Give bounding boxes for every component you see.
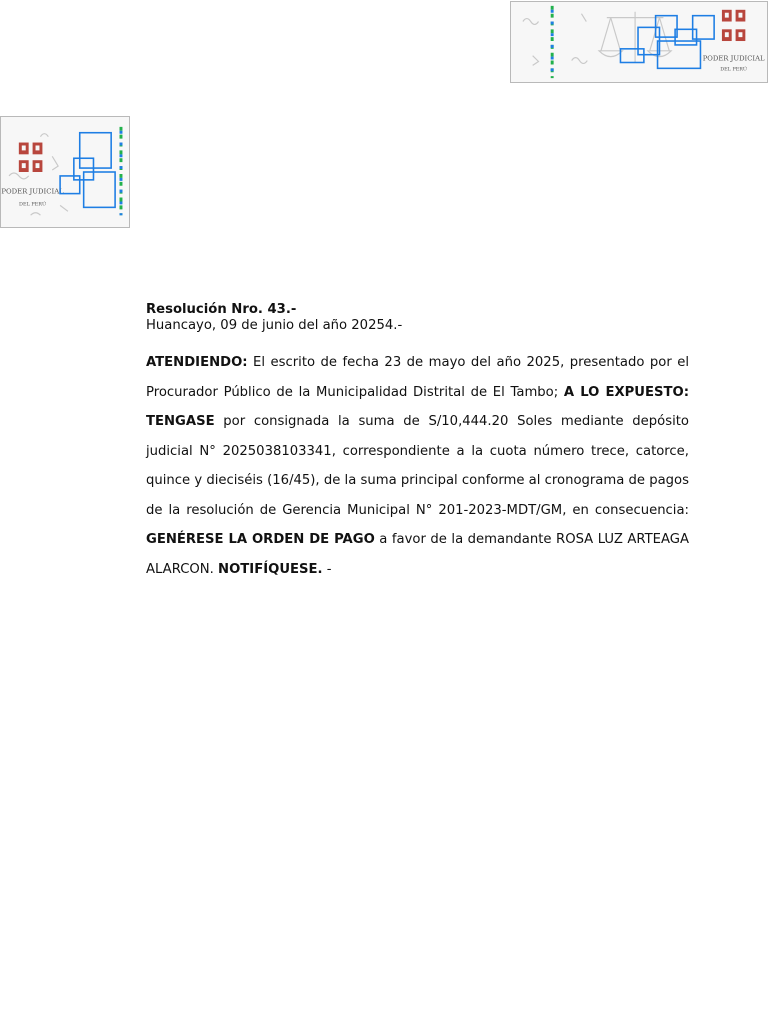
attending-label: ATENDIENDO: [146, 355, 248, 370]
poder-judicial-emblem-icon [511, 2, 767, 82]
poder-judicial-emblem-icon [1, 117, 129, 227]
body-text-1: El escrito de fecha 23 de mayo del año 2025, presentado por el Procurador Público de la Municipalidad Distrital de El Tambo; [146, 355, 689, 400]
body-text-2: por consignada la suma de S/10,444.20 Soles mediante depósito judicial N° 2025038103341, correspondiente a la cuota número trece, catorce, quince y dieciséis (16/45), de la suma principal conforme al cronograma de pagos de la resolución de Gerencia Municipal N° 201-2023-MDT/GM, en consecuencia: [146, 414, 689, 518]
notify-label: NOTIFÍQUESE. [218, 561, 323, 577]
logo-brand-line2: DEL PERÚ [720, 66, 748, 73]
body-text-3: a favor de la demandante ROSA LUZ ARTEAGA ALARCON. [146, 532, 690, 577]
resolution-document [146, 302, 689, 584]
resolution-title: Resolución Nro. 43.- [146, 302, 297, 317]
logo-brand-line2: DEL PERÚ [19, 201, 47, 208]
body-text-4: - [322, 561, 332, 577]
payment-order-label: GENÉRESE LA ORDEN DE PAGO [146, 532, 375, 547]
poder-judicial-logo-header [510, 1, 768, 83]
poder-judicial-logo-side [0, 116, 130, 228]
exposed-label: A LO EXPUESTO: TENGASE [146, 384, 689, 429]
logo-brand-line1: PODER JUDICIAL [1, 187, 64, 196]
logo-brand-line1: PODER JUDICIAL [702, 54, 765, 63]
resolution-place-date: Huancayo, 09 de junio del año 20254.- [146, 318, 403, 333]
resolution-body [146, 348, 689, 584]
